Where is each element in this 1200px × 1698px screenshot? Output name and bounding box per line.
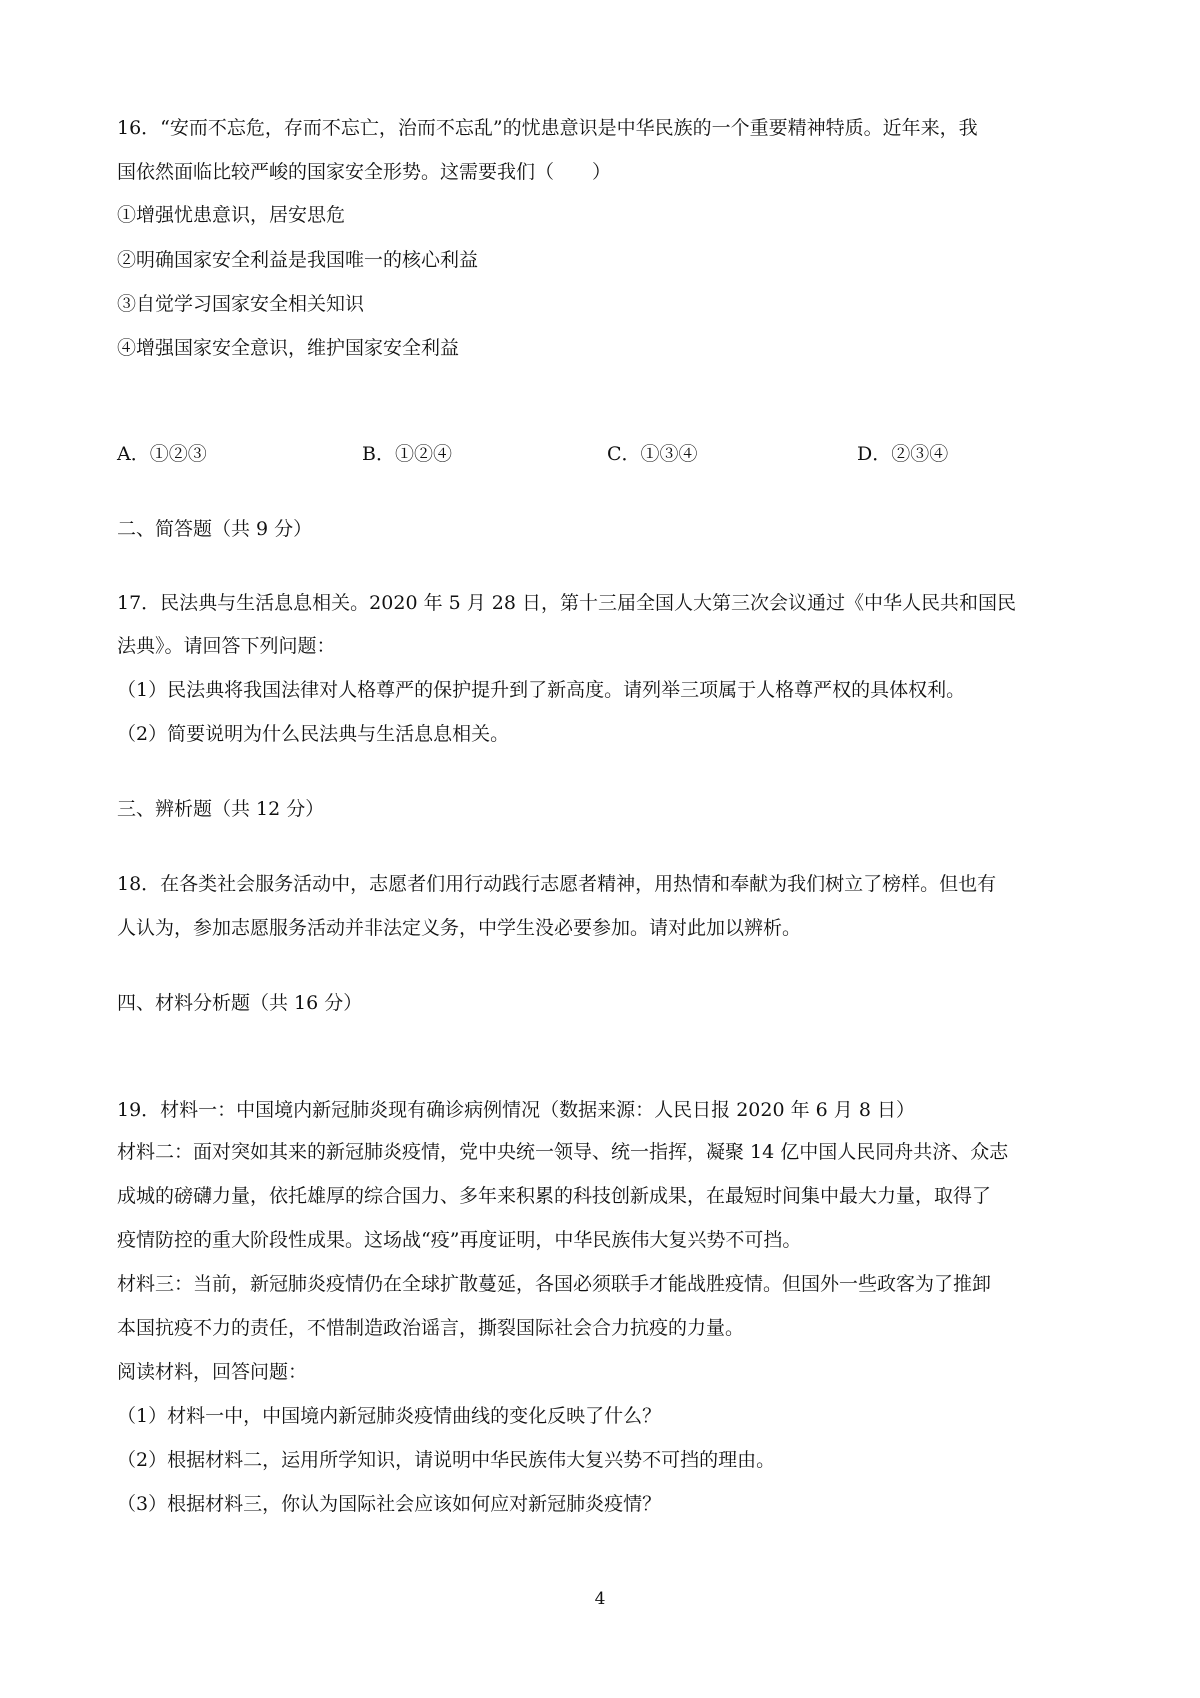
q19-subquestion-3: （3）根据材料三，你认为国际社会应该如何应对新冠肺炎疫情？: [117, 1493, 662, 1515]
q19-material-2-line2: 成城的磅礴力量，依托雄厚的综合国力、多年来积累的科技创新成果，在最短时间集中最大力量，取得了: [117, 1185, 992, 1207]
section-4-heading: 四、材料分析题（共 16 分）: [117, 992, 363, 1014]
q19-material-2-line1: 材料二：面对突如其来的新冠肺炎疫情，党中央统一领导、统一指挥，凝聚 14 亿中国人民同舟共济、众志: [117, 1141, 1009, 1163]
q16-statement-4: ④增强国家安全意识，维护国家安全利益: [117, 337, 460, 359]
q16-option-d: D．②③④: [857, 443, 949, 465]
q16-option-a: A．①②③: [117, 443, 207, 465]
q19-subquestion-1: （1）材料一中，中国境内新冠肺炎疫情曲线的变化反映了什么？: [117, 1405, 662, 1427]
q17-stem-line1: 17．民法典与生活息息相关。2020 年 5 月 28 日，第十三届全国人大第三次会议通过《中华人民共和国民: [117, 592, 1016, 614]
q18-stem-line1: 18．在各类社会服务活动中，志愿者们用行动践行志愿者精神，用热情和奉献为我们树立了榜样。但也有: [117, 873, 997, 895]
q16-statement-3: ③自觉学习国家安全相关知识: [117, 293, 365, 315]
q18-stem-line2: 人认为，参加志愿服务活动并非法定义务，中学生没必要参加。请对此加以辨析。: [117, 917, 802, 939]
q17-subquestion-1: （1）民法典将我国法律对人格尊严的保护提升到了新高度。请列举三项属于人格尊严权的具体权利。: [117, 679, 966, 701]
q16-option-c: C．①③④: [607, 443, 698, 465]
q17-stem-line2: 法典》。请回答下列问题：: [117, 635, 336, 657]
q19-subquestion-2: （2）根据材料二，运用所学知识，请说明中华民族伟大复兴势不可挡的理由。: [117, 1449, 776, 1471]
q19-material-1: 19．材料一：中国境内新冠肺炎现有确诊病例情况（数据来源：人民日报 2020 年 6 月 8 日）: [117, 1099, 915, 1121]
q17-subquestion-2: （2）简要说明为什么民法典与生活息息相关。: [117, 723, 510, 745]
q19-prompt: 阅读材料，回答问题：: [117, 1361, 308, 1383]
q19-material-3-line1: 材料三：当前，新冠肺炎疫情仍在全球扩散蔓延，各国必须联手才能战胜疫情。但国外一些政客为了推卸: [117, 1273, 992, 1295]
q16-stem-line1: 16．“安而不忘危，存而不忘亡，治而不忘乱”的忧患意识是中华民族的一个重要精神特质。近年来，我: [117, 117, 978, 139]
section-3-heading: 三、辨析题（共 12 分）: [117, 798, 325, 820]
q16-stem-line2: 国依然面临比较严峻的国家安全形势。这需要我们（ ）: [117, 161, 612, 183]
section-2-heading: 二、简答题（共 9 分）: [117, 518, 313, 540]
q16-statement-2: ②明确国家安全利益是我国唯一的核心利益: [117, 249, 479, 271]
page-number: 4: [594, 1589, 606, 1609]
q16-options: [117, 442, 1017, 468]
q16-option-b: B．①②④: [362, 443, 452, 465]
q16-statement-1: ①增强忧患意识，居安思危: [117, 204, 346, 226]
q19-material-3-line2: 本国抗疫不力的责任，不惜制造政治谣言，撕裂国际社会合力抗疫的力量。: [117, 1317, 745, 1339]
q19-material-2-line3: 疫情防控的重大阶段性成果。这场战“疫”再度证明，中华民族伟大复兴势不可挡。: [117, 1229, 802, 1251]
